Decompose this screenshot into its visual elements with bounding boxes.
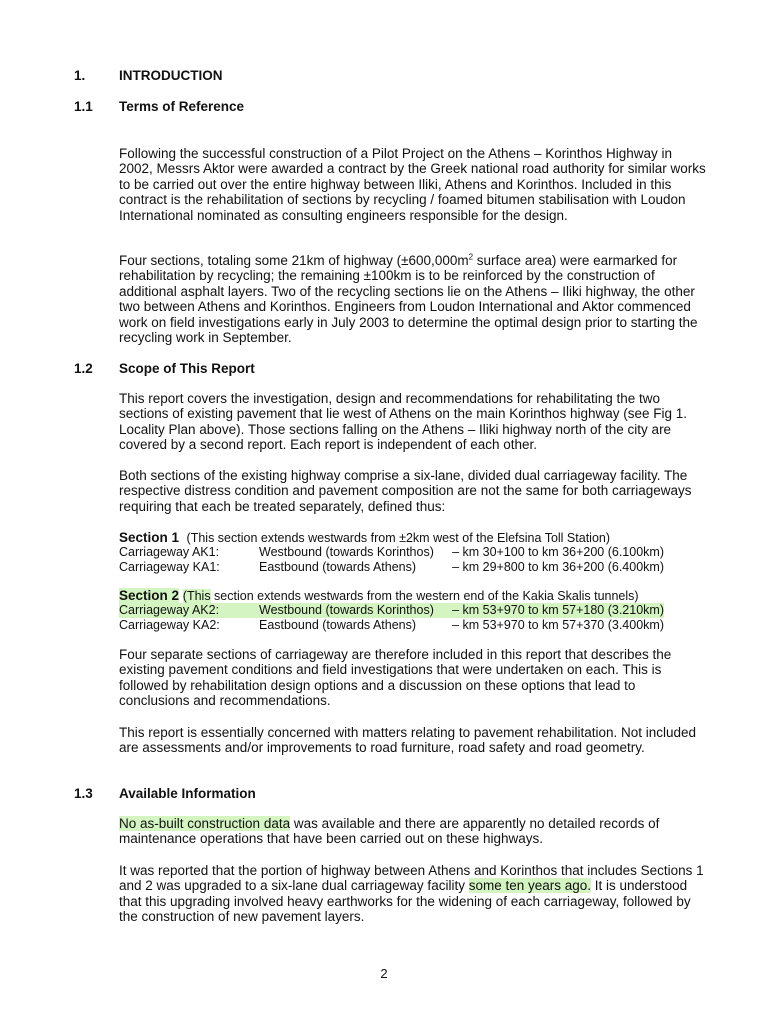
section-heading: Scope of This Report bbox=[119, 361, 255, 376]
paragraph-text: It is understood that this upgrading involved heavy earthworks for the widening of each carriageway, followed by the construction of new pavement layers. bbox=[119, 878, 691, 925]
carriageway-name: Carriageway KA2: bbox=[119, 618, 220, 632]
superscript: 2 bbox=[468, 252, 474, 262]
section-number: 1. bbox=[74, 68, 86, 83]
section-2-title bbox=[119, 588, 639, 604]
carriageway-row-highlighted bbox=[119, 603, 664, 618]
section-description-highlight: (This bbox=[182, 589, 211, 603]
paragraph bbox=[119, 253, 709, 345]
highlighted-text: some ten years ago. bbox=[468, 878, 592, 894]
section-heading: Available Information bbox=[119, 786, 256, 801]
paragraph: Following the successful construction of a Pilot Project on the Athens – Korinthos Highway in 2002, Messrs Aktor were awarded a contract by the Greek national road authority for similar works to be carried out over the entire highway between Iliki, Athens and Korinthos. Included in this contract is the rehabilitation of sections by recycling / foamed bitumen stabilisation with Loudon International nominated as consulting engineers responsible for the design. bbox=[119, 146, 706, 223]
carriageway-row bbox=[119, 618, 664, 633]
carriageway-direction: Eastbound (towards Athens) bbox=[259, 560, 417, 574]
carriageway-row bbox=[119, 545, 664, 560]
carriageway-km: – km 29+800 to km 36+200 (6.400km) bbox=[452, 560, 664, 574]
paragraph-text: surface area) were earmarked for rehabilitation by recycling; the remaining ±100km is to be reinforced by the construction of additional asphalt layers. Two of the recycling sections lie on the Athens – Iliki highway, the other two between Athens and Korinthos. Engineers from Loudon International and Aktor commenced work on field investigations early in July 2003 to determine the optimal design prior to starting the recycling work in September. bbox=[119, 253, 698, 346]
carriageway-km: – km 53+970 to km 57+180 (3.210km) bbox=[452, 603, 664, 617]
paragraph: This report covers the investigation, design and recommendations for rehabilitating the two sections of existing pavement that lie west of Athens on the main Korinthos highway (see Fig 1. Locality Plan above). Those sections falling on the Athens – Iliki highway north of the city are covered by a second report. Each report is independent of each other. bbox=[119, 391, 688, 453]
section-number: 1.2 bbox=[74, 361, 93, 376]
section-heading: INTRODUCTION bbox=[119, 68, 223, 83]
paragraph-text: was available and there are apparently no detailed records of maintenance operations that have been carried out on these highways. bbox=[119, 816, 660, 847]
section-label: Section 2 bbox=[119, 588, 180, 603]
carriageway-km: – km 30+100 to km 36+200 (6.100km) bbox=[452, 545, 664, 559]
carriageway-row bbox=[119, 560, 664, 575]
carriageway-km: – km 53+970 to km 57+370 (3.400km) bbox=[452, 618, 664, 632]
section-label: Section 1 bbox=[119, 530, 180, 545]
section-heading: Terms of Reference bbox=[119, 99, 245, 114]
page-number: 2 bbox=[380, 966, 388, 981]
carriageway-name: Carriageway AK1: bbox=[119, 545, 220, 559]
highlighted-text: No as-built construction data bbox=[119, 816, 291, 831]
paragraph bbox=[119, 863, 709, 925]
section-number: 1.1 bbox=[74, 99, 93, 114]
section-description: section extends westwards from the western end of the Kakia Skalis tunnels) bbox=[210, 589, 639, 603]
carriageway-direction: Eastbound (towards Athens) bbox=[259, 618, 417, 632]
section-number: 1.3 bbox=[74, 786, 93, 801]
section-description: (This section extends westwards from ±2km west of the Elefsina Toll Station) bbox=[186, 531, 611, 545]
paragraph: Both sections of the existing highway comprise a six-lane, divided dual carriageway facility. The respective distress condition and pavement composition are not the same for both carriageways requiring that each be treated separately, defined thus: bbox=[119, 468, 692, 514]
paragraph bbox=[119, 816, 709, 847]
carriageway-name: Carriageway AK2: bbox=[119, 603, 220, 617]
carriageway-direction: Westbound (towards Korinthos) bbox=[259, 545, 434, 559]
paragraph-text: It was reported that the portion of highway between Athens and Korinthos that includes Sections 1 and 2 was upgraded to a six-lane dual carriageway facility bbox=[119, 863, 704, 894]
paragraph-text: Four sections, totaling some 21km of highway (±600,000m bbox=[119, 253, 469, 268]
section-1-title bbox=[119, 530, 610, 546]
carriageway-direction: Westbound (towards Korinthos) bbox=[259, 603, 434, 617]
paragraph: Four separate sections of carriageway are therefore included in this report that describes the existing pavement conditions and field investigations that were undertaken on each. This is followed by rehabilitation design options and a discussion on these options that lead to conclusions and recommendations. bbox=[119, 647, 672, 709]
paragraph: This report is essentially concerned with matters relating to pavement rehabilitation. Not included are assessments and/or improvements to road furniture, road safety and road geometry. bbox=[119, 725, 697, 756]
carriageway-name: Carriageway KA1: bbox=[119, 560, 220, 574]
